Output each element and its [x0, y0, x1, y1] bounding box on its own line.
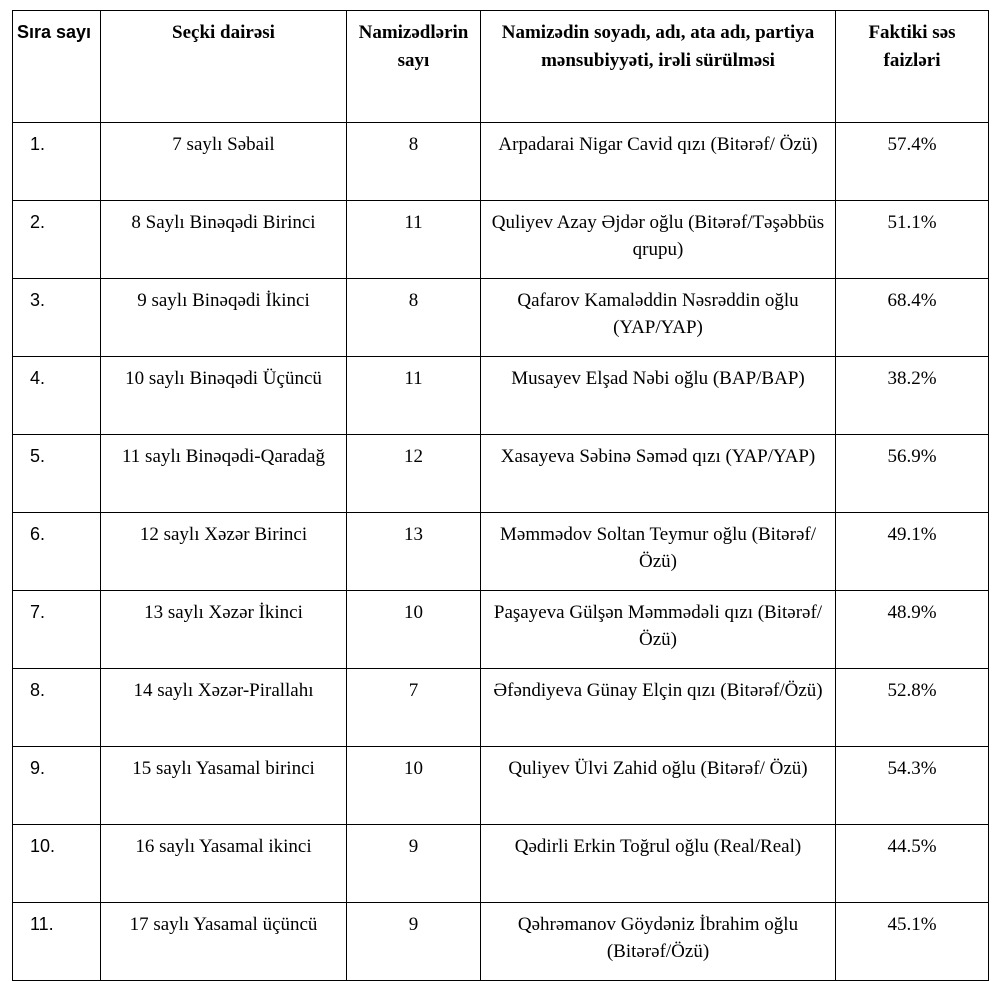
cell-candidate-info: Quliyev Azay Əjdər oğlu (Bitərəf/Təşəbbüs qrupu) [481, 201, 836, 279]
cell-vote-percentage: 48.9% [836, 591, 989, 669]
cell-candidate-count: 8 [347, 279, 481, 357]
cell-candidate-count: 8 [347, 123, 481, 201]
table-row [13, 591, 989, 669]
cell-serial-number: 2. [13, 201, 101, 279]
cell-vote-percentage: 57.4% [836, 123, 989, 201]
cell-vote-percentage: 68.4% [836, 279, 989, 357]
header-electoral-district: Seçki dairəsi [101, 11, 347, 123]
cell-electoral-district: 15 saylı Yasamal birinci [101, 747, 347, 825]
cell-vote-percentage: 45.1% [836, 903, 989, 981]
cell-candidate-info: Paşayeva Gülşən Məmmədəli qızı (Bitərəf/Özü) [481, 591, 836, 669]
table-row [13, 201, 989, 279]
header-candidate-count: Namizədlərin sayı [347, 11, 481, 123]
cell-serial-number: 4. [13, 357, 101, 435]
cell-electoral-district: 8 Saylı Binəqədi Birinci [101, 201, 347, 279]
cell-candidate-count: 13 [347, 513, 481, 591]
table-body [13, 123, 989, 981]
table-row [13, 825, 989, 903]
table-row [13, 747, 989, 825]
cell-serial-number: 5. [13, 435, 101, 513]
cell-serial-number: 7. [13, 591, 101, 669]
cell-serial-number: 8. [13, 669, 101, 747]
cell-electoral-district: 11 saylı Binəqədi-Qaradağ [101, 435, 347, 513]
cell-vote-percentage: 51.1% [836, 201, 989, 279]
cell-candidate-count: 10 [347, 591, 481, 669]
cell-candidate-count: 9 [347, 825, 481, 903]
cell-electoral-district: 7 saylı Səbail [101, 123, 347, 201]
cell-candidate-info: Qəhrəmanov Göydəniz İbrahim oğlu (Bitərəf/Özü) [481, 903, 836, 981]
cell-vote-percentage: 44.5% [836, 825, 989, 903]
cell-vote-percentage: 52.8% [836, 669, 989, 747]
cell-vote-percentage: 54.3% [836, 747, 989, 825]
cell-candidate-count: 11 [347, 201, 481, 279]
header-row [13, 11, 989, 123]
cell-electoral-district: 14 saylı Xəzər-Pirallahı [101, 669, 347, 747]
cell-serial-number: 10. [13, 825, 101, 903]
cell-candidate-info: Məmmədov Soltan Teymur oğlu (Bitərəf/Özü) [481, 513, 836, 591]
cell-candidate-count: 11 [347, 357, 481, 435]
table-row [13, 435, 989, 513]
table-row [13, 357, 989, 435]
cell-vote-percentage: 56.9% [836, 435, 989, 513]
header-vote-percentage: Faktiki səs faizləri [836, 11, 989, 123]
cell-electoral-district: 12 saylı Xəzər Birinci [101, 513, 347, 591]
cell-vote-percentage: 49.1% [836, 513, 989, 591]
cell-candidate-info: Qədirli Erkin Toğrul oğlu (Real/Real) [481, 825, 836, 903]
table-row [13, 513, 989, 591]
election-results-table [12, 10, 989, 981]
table-row [13, 123, 989, 201]
table-row [13, 669, 989, 747]
cell-candidate-info: Xasayeva Səbinə Səməd qızı (YAP/YAP) [481, 435, 836, 513]
cell-serial-number: 11. [13, 903, 101, 981]
cell-candidate-count: 7 [347, 669, 481, 747]
cell-serial-number: 3. [13, 279, 101, 357]
cell-serial-number: 1. [13, 123, 101, 201]
cell-serial-number: 9. [13, 747, 101, 825]
table-row [13, 279, 989, 357]
table-row [13, 903, 989, 981]
cell-candidate-count: 9 [347, 903, 481, 981]
cell-candidate-info: Musayev Elşad Nəbi oğlu (BAP/BAP) [481, 357, 836, 435]
table-header [13, 11, 989, 123]
cell-electoral-district: 13 saylı Xəzər İkinci [101, 591, 347, 669]
cell-electoral-district: 9 saylı Binəqədi İkinci [101, 279, 347, 357]
cell-candidate-info: Arpadarai Nigar Cavid qızı (Bitərəf/ Özü) [481, 123, 836, 201]
cell-vote-percentage: 38.2% [836, 357, 989, 435]
cell-candidate-info: Quliyev Ülvi Zahid oğlu (Bitərəf/ Özü) [481, 747, 836, 825]
cell-candidate-count: 10 [347, 747, 481, 825]
header-serial-number: Sıra sayı [13, 11, 101, 123]
cell-serial-number: 6. [13, 513, 101, 591]
cell-electoral-district: 10 saylı Binəqədi Üçüncü [101, 357, 347, 435]
cell-candidate-count: 12 [347, 435, 481, 513]
cell-electoral-district: 17 saylı Yasamal üçüncü [101, 903, 347, 981]
cell-electoral-district: 16 saylı Yasamal ikinci [101, 825, 347, 903]
header-candidate-info: Namizədin soyadı, adı, ata adı, partiya mənsubiyyəti, irəli sürülməsi [481, 11, 836, 123]
cell-candidate-info: Qafarov Kamaləddin Nəsrəddin oğlu (YAP/YAP) [481, 279, 836, 357]
cell-candidate-info: Əfəndiyeva Günay Elçin qızı (Bitərəf/Özü) [481, 669, 836, 747]
